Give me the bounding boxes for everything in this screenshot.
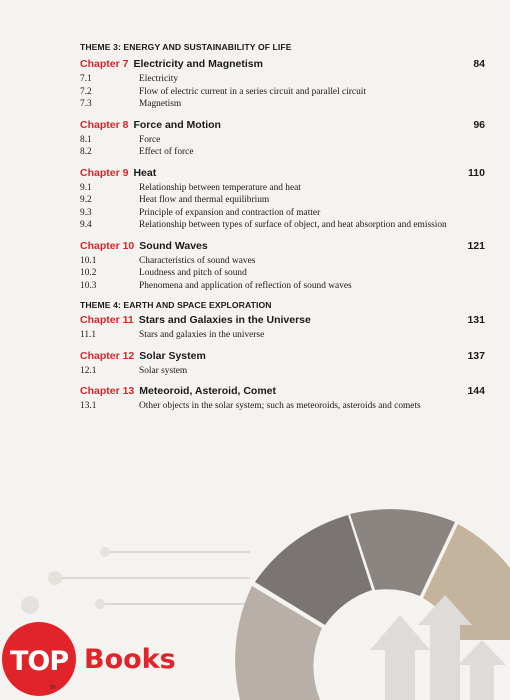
topic-row — [80, 255, 485, 268]
chapter-label: Chapter 8 — [80, 118, 129, 131]
chapter-entry[interactable] — [80, 350, 485, 378]
chapter-label: Chapter 7 — [80, 58, 129, 70]
topic-row — [80, 365, 485, 378]
chapter-page-number: 110 — [468, 166, 485, 179]
chapter-entry[interactable] — [80, 167, 485, 232]
theme-heading: THEME 4: EARTH AND SPACE EXPLORATION — [80, 300, 272, 310]
chapter-label: Chapter 9 — [80, 166, 129, 179]
topic-row — [80, 194, 485, 207]
topic-text: Characteristics of sound waves — [139, 255, 256, 266]
topic-number: 11.1 — [80, 330, 97, 340]
chapter-entry[interactable] — [80, 119, 485, 159]
topic-number: 7.1 — [80, 74, 92, 84]
chapter-title: Force and Motion — [133, 118, 221, 131]
topic-row — [80, 329, 485, 342]
topic-text: Other objects in the solar system; such as meteoroids, asteroids and comets — [139, 401, 421, 411]
topic-row — [80, 86, 485, 99]
chapter-title: Sound Waves — [139, 239, 208, 252]
circuit-lines — [55, 552, 250, 604]
topic-text: Solar system — [139, 365, 188, 376]
topic-number: 7.3 — [80, 99, 92, 109]
table-of-contents — [80, 42, 485, 421]
topic-text: Magnetism — [139, 99, 182, 109]
topic-text: Electricity — [139, 74, 179, 84]
circuit-nodes — [21, 547, 110, 614]
chapter-label: Chapter 13 — [80, 385, 135, 397]
topic-text: Force — [139, 134, 161, 145]
chapter-title: Heat — [133, 166, 157, 179]
donut-graphic — [235, 509, 510, 700]
topic-row — [80, 219, 485, 232]
topic-number: 9.3 — [80, 207, 92, 218]
theme-heading: THEME 3: ENERGY AND SUSTAINABILITY OF LIFE — [80, 42, 292, 52]
topic-number: 10.2 — [80, 268, 97, 278]
chapter-page-number: 84 — [473, 58, 485, 70]
chapter-entry[interactable] — [80, 385, 485, 413]
topic-row — [80, 73, 485, 86]
topic-number: 7.2 — [80, 86, 92, 97]
topic-row — [80, 400, 485, 413]
chapter-entry[interactable] — [80, 58, 485, 111]
topic-number: 13.1 — [80, 401, 97, 411]
topic-row — [80, 207, 485, 220]
chapter-page-number: 137 — [467, 349, 485, 362]
logo-books-text: Books — [84, 644, 176, 675]
topic-row — [80, 134, 485, 147]
topic-number: 8.2 — [80, 147, 92, 157]
chapter-title: Stars and Galaxies in the Universe — [138, 314, 311, 326]
topic-text: Stars and galaxies in the universe — [139, 330, 265, 340]
topic-text: Phenomena and application of reflection of sound waves — [139, 280, 352, 291]
chapter-label: Chapter 12 — [80, 349, 135, 362]
topic-text: Flow of electric current in a series circuit and parallel circuit — [139, 86, 366, 97]
topic-number: 10.1 — [80, 255, 97, 266]
topic-row — [80, 146, 485, 159]
chapter-entry[interactable] — [80, 240, 485, 293]
topic-number: 9.2 — [80, 195, 92, 205]
chapter-title: Meteoroid, Asteroid, Comet — [139, 385, 276, 397]
topic-text: Principle of expansion and contraction of matter — [139, 207, 321, 218]
topic-text: Relationship between types of surface of object, and heat absorption and emission — [139, 220, 447, 230]
page-number: iv — [50, 682, 57, 691]
chapter-page-number: 144 — [467, 385, 485, 397]
topic-row — [80, 98, 485, 111]
chapter-label: Chapter 11 — [80, 314, 134, 326]
chapter-label: Chapter 10 — [80, 239, 135, 252]
chapter-page-number: 121 — [467, 239, 485, 252]
topic-text: Effect of force — [139, 147, 194, 157]
topic-row — [80, 182, 485, 195]
topbooks-watermark-logo — [2, 622, 182, 696]
topic-number: 12.1 — [80, 365, 97, 376]
chapter-title: Electricity and Magnetism — [133, 58, 263, 70]
chapter-title: Solar System — [139, 349, 206, 362]
topic-number: 9.1 — [80, 182, 92, 193]
topic-text: Relationship between temperature and heat — [139, 182, 301, 193]
chapter-page-number: 96 — [473, 118, 485, 131]
topic-row — [80, 280, 485, 293]
topic-number: 9.4 — [80, 220, 92, 230]
logo-top-text: TOP — [10, 646, 69, 677]
chapter-entry[interactable] — [80, 314, 485, 342]
topic-text: Heat flow and thermal equilibrium — [139, 195, 270, 205]
chapter-page-number: 131 — [467, 314, 485, 326]
topic-text: Loudness and pitch of sound — [139, 268, 247, 278]
topic-number: 10.3 — [80, 280, 97, 291]
topic-row — [80, 267, 485, 280]
topic-number: 8.1 — [80, 134, 92, 145]
